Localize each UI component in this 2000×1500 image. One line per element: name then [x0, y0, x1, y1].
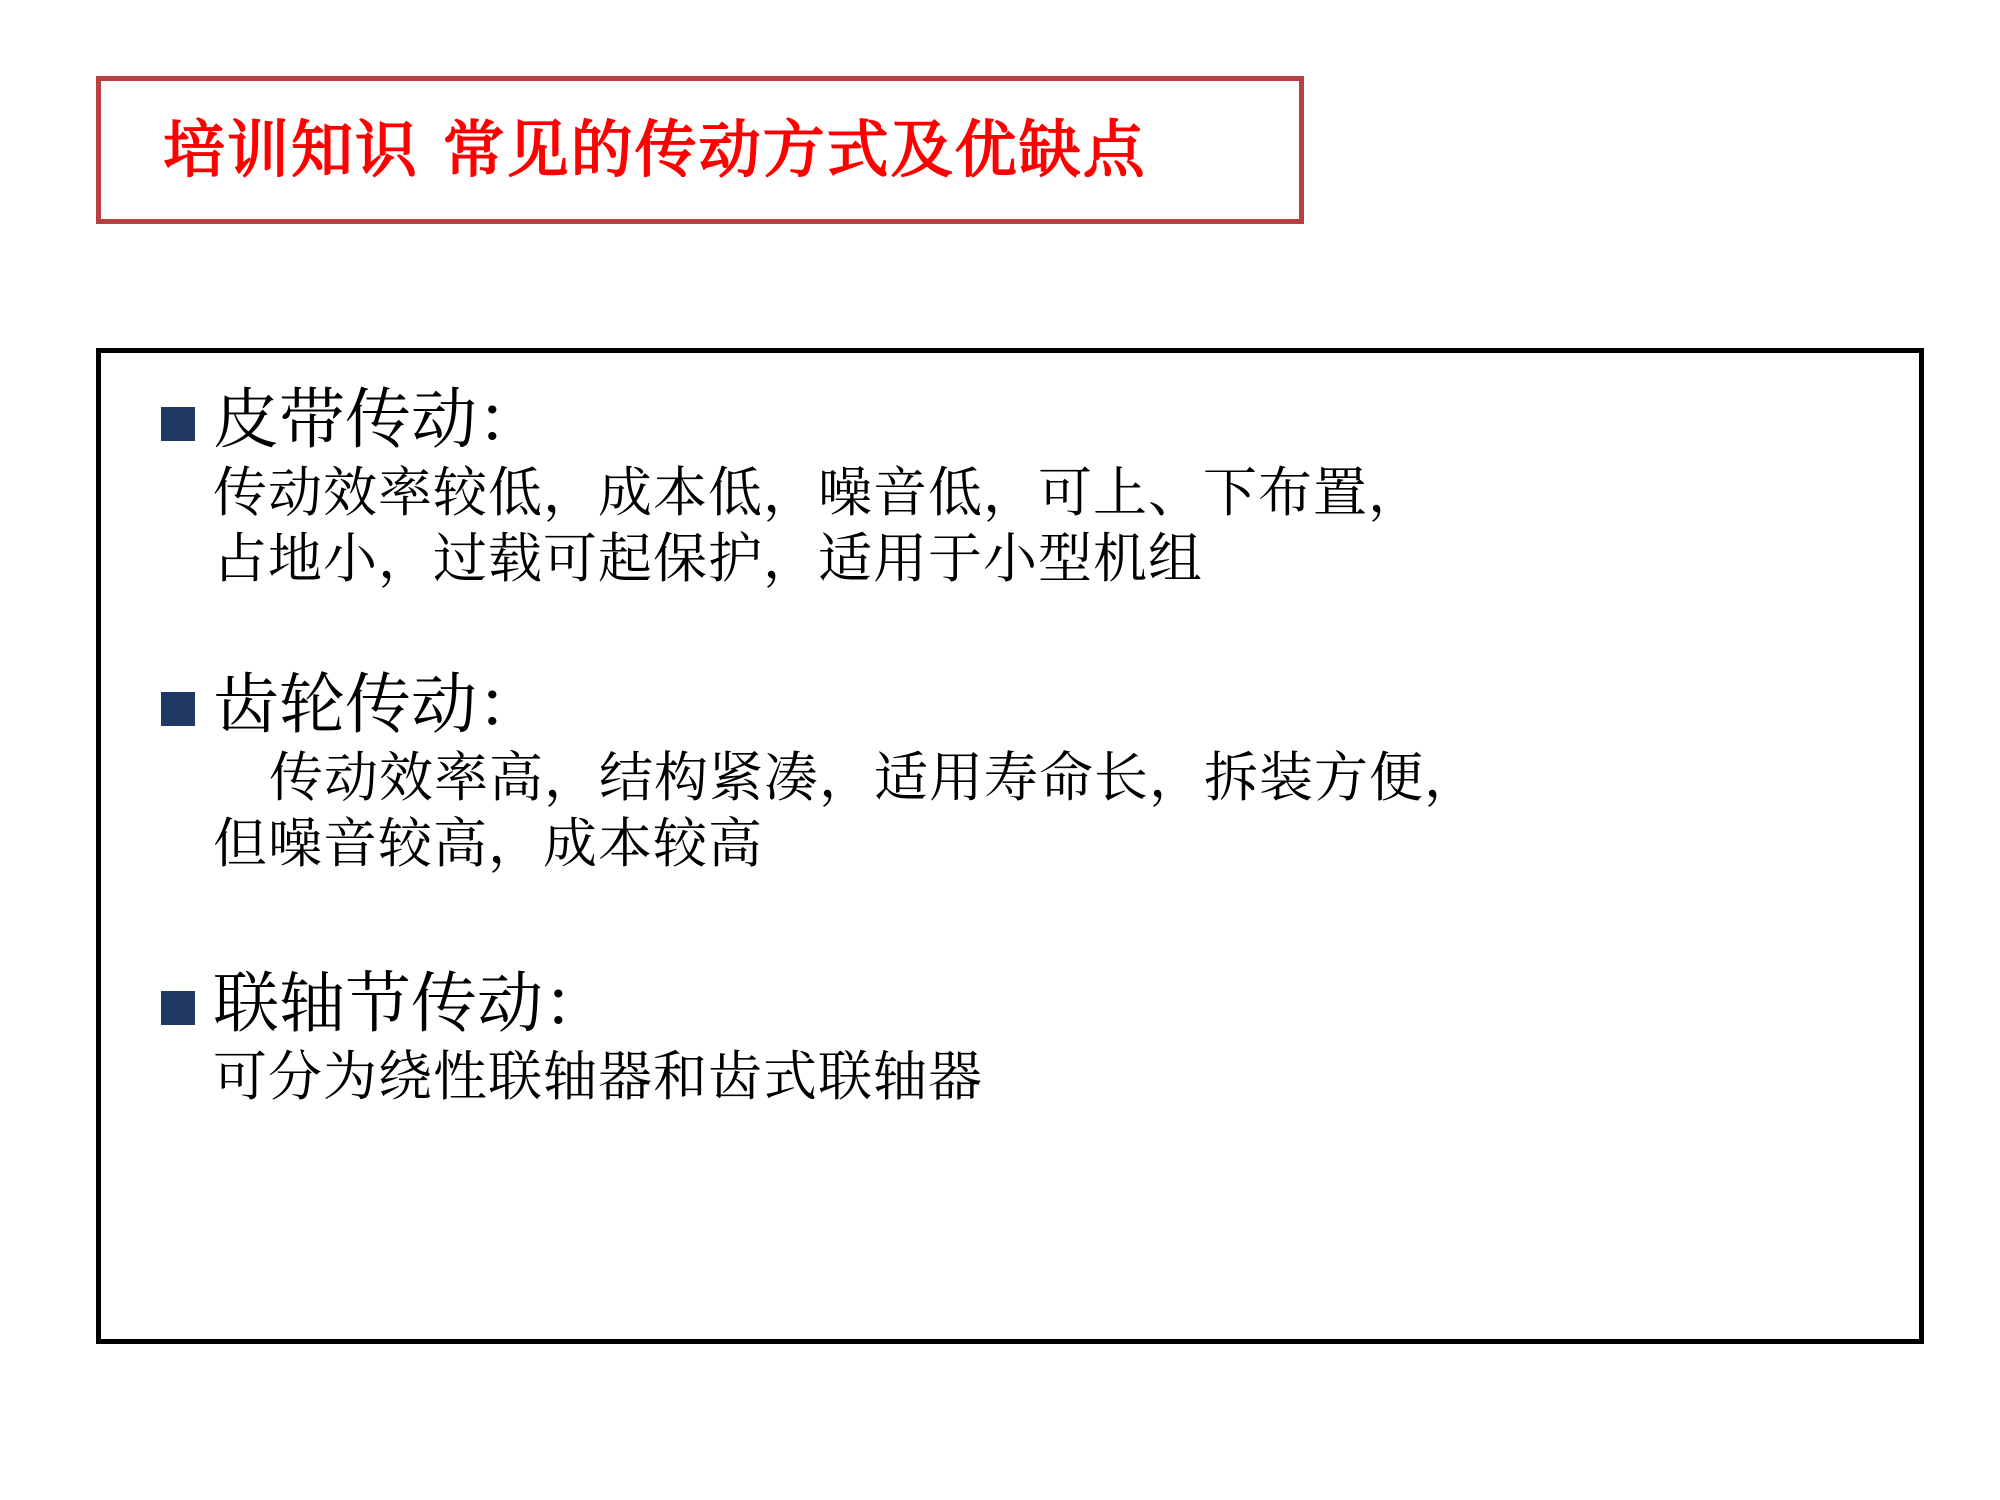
content-section-gear-drive — [135, 666, 1885, 877]
section-heading-label: 齿轮传动： — [213, 666, 543, 744]
body-line: 可分为绕性联轴器和齿式联轴器 — [213, 1045, 983, 1109]
body-line: 占地小，过载可起保护，适用于小型机组 — [213, 527, 1203, 591]
section-heading-label: 皮带传动： — [213, 381, 543, 458]
slide-content-box — [96, 348, 1924, 1344]
content-section-belt-drive — [135, 381, 1885, 592]
section-heading-label: 联轴节传动： — [213, 965, 609, 1043]
square-bullet-icon — [161, 407, 195, 441]
page-title: 培训知识 常见的传动方式及优缺点 — [163, 113, 1147, 186]
slide-title-box — [96, 76, 1304, 224]
body-line: 但噪音较高，成本较高 — [213, 812, 763, 876]
section-heading-row — [135, 381, 1885, 458]
section-heading-row — [135, 666, 1885, 744]
section-body-text — [213, 1044, 1885, 1110]
square-bullet-icon — [161, 991, 195, 1025]
section-body-text — [213, 460, 1885, 592]
body-line: 传动效率高，结构紧凑，适用寿命长，拆装方便， — [269, 746, 1479, 810]
body-line: 传动效率较低，成本低，噪音低，可上、下布置， — [213, 461, 1423, 525]
section-body-text — [213, 745, 1885, 877]
content-section-coupling-drive — [135, 965, 1885, 1110]
section-heading-row — [135, 965, 1885, 1043]
square-bullet-icon — [161, 692, 195, 726]
